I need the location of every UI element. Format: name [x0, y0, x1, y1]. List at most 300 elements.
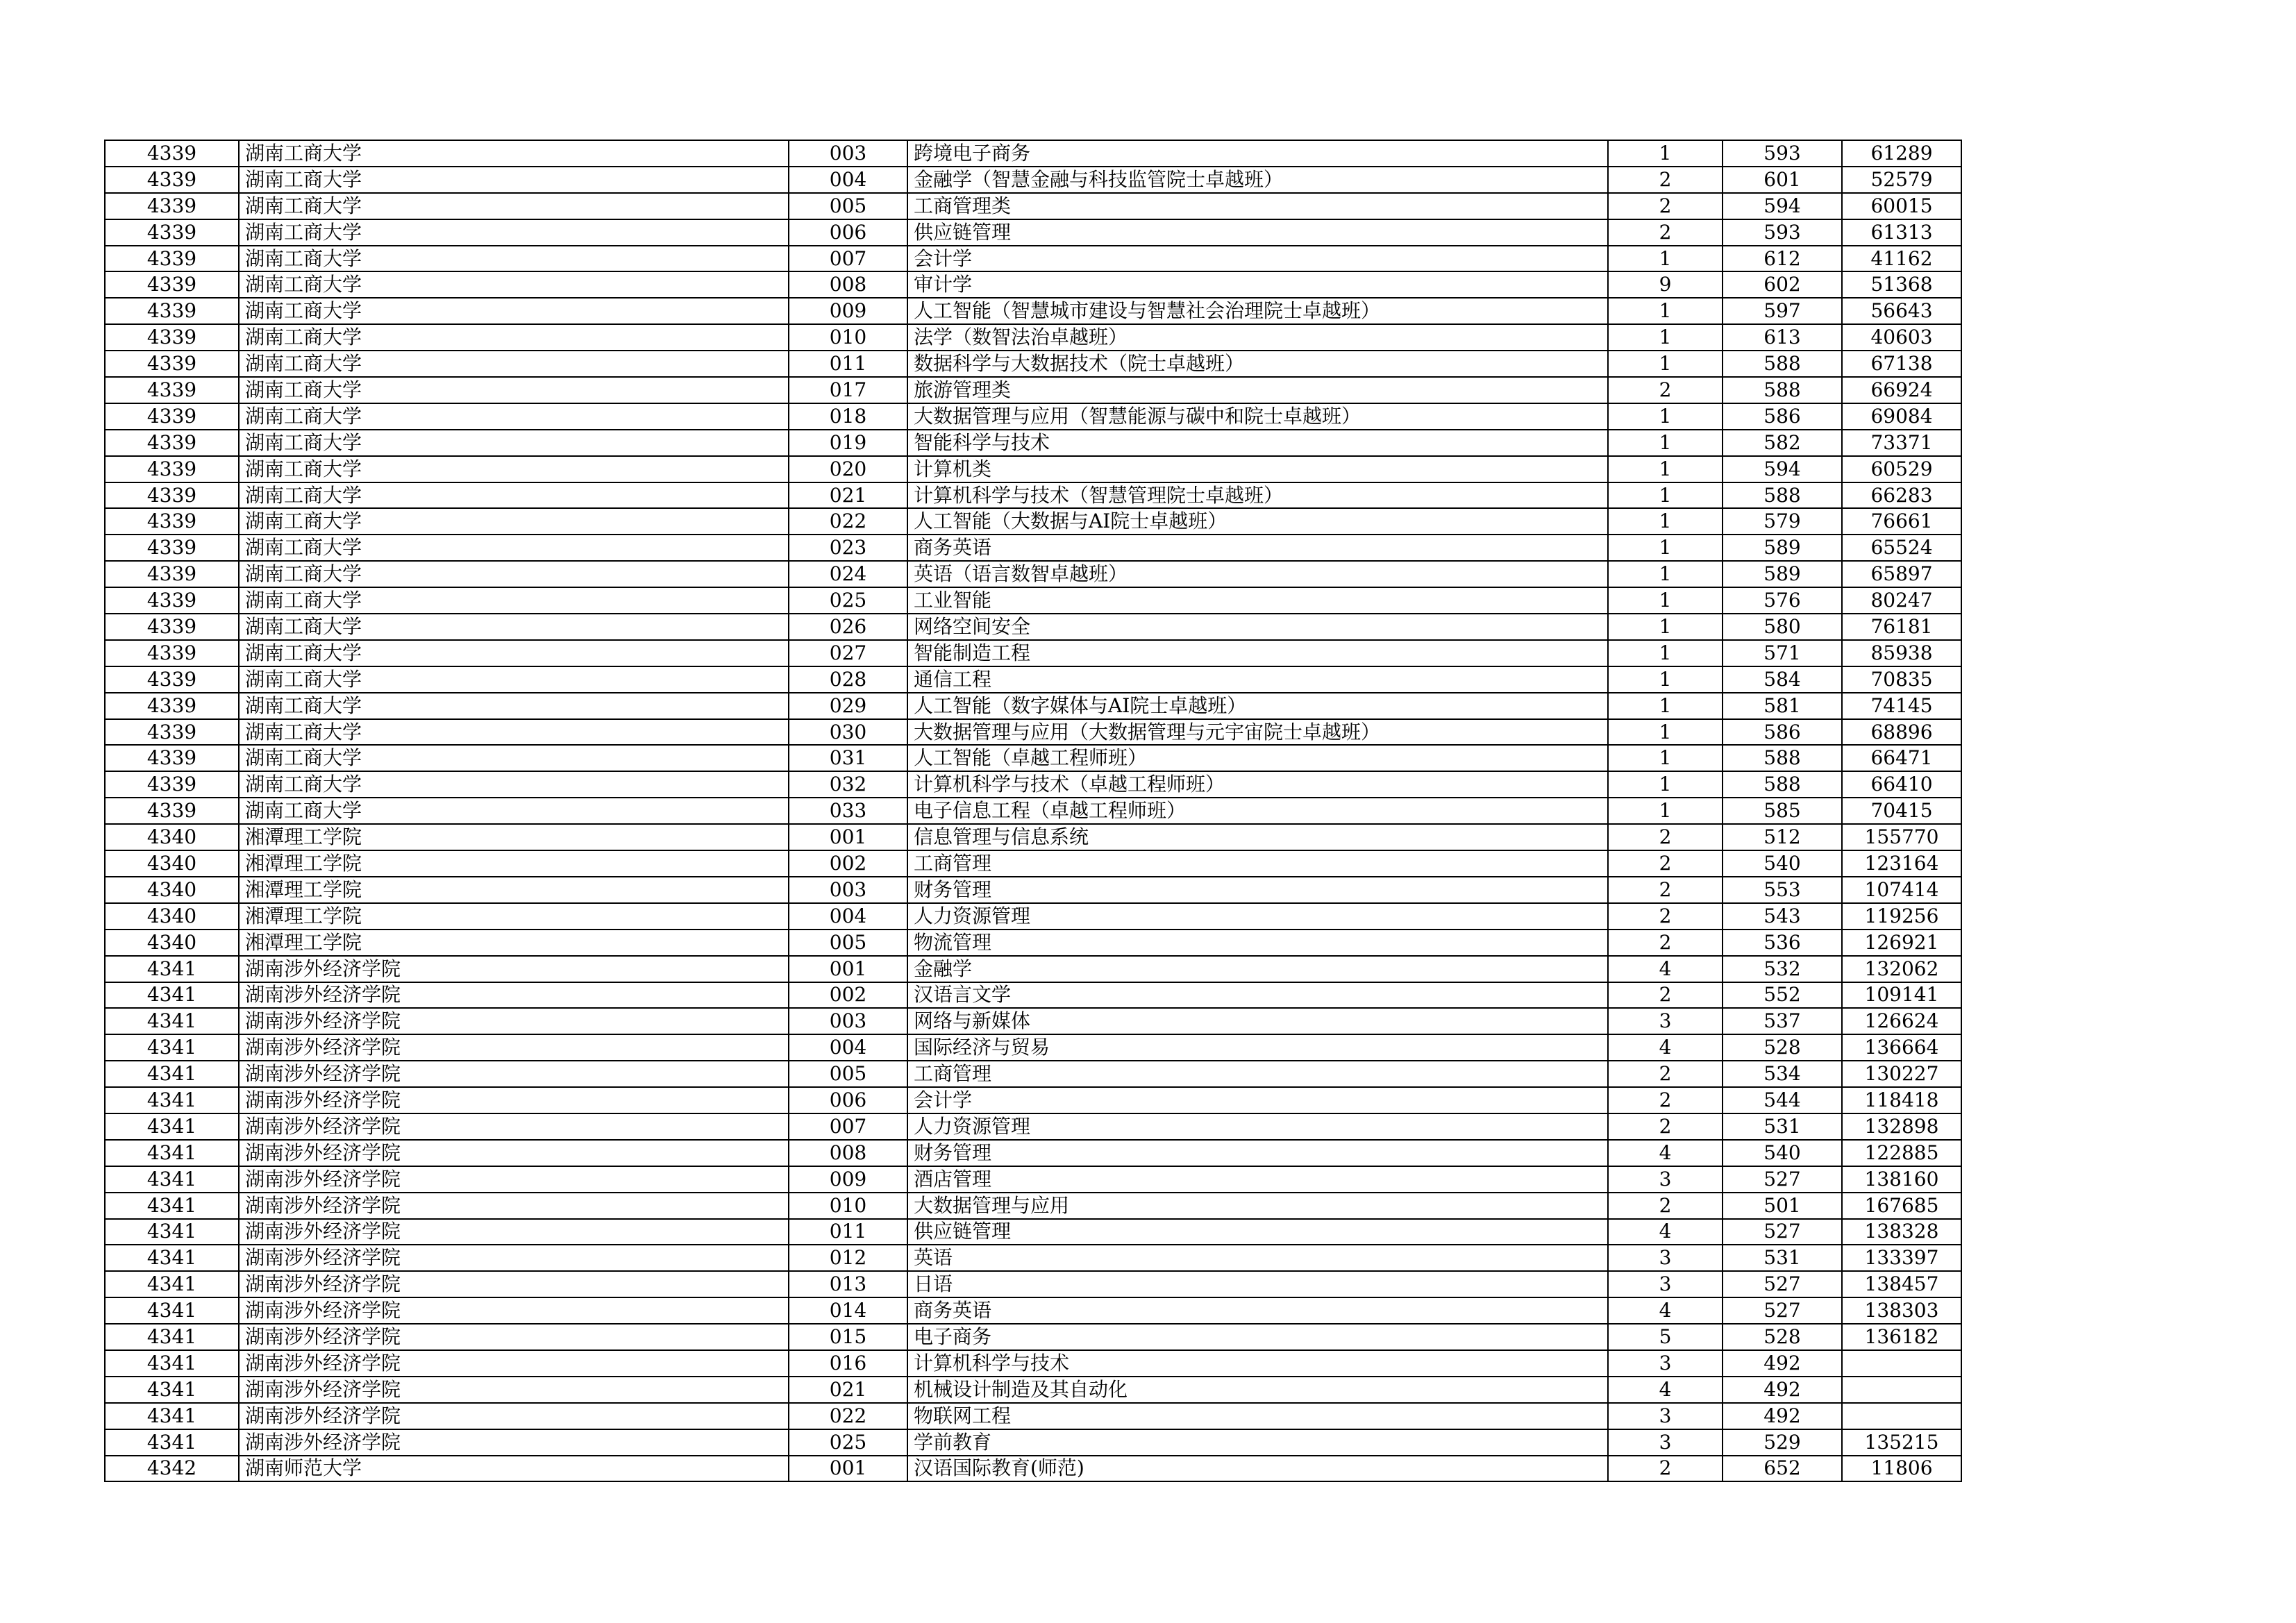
major-name-cell: 网络与新媒体: [907, 1008, 1608, 1034]
school-name-cell: 湖南工商大学: [239, 246, 789, 272]
min-rank-cell: 138303: [1842, 1297, 1961, 1324]
min-score-cell: 537: [1723, 1008, 1842, 1034]
table-row: [105, 246, 1961, 272]
table-row: [105, 903, 1961, 930]
school-name-cell: 湖南工商大学: [239, 587, 789, 614]
table-row: [105, 745, 1961, 771]
major-code-cell: 022: [789, 1403, 907, 1429]
min-rank-cell: 107414: [1842, 877, 1961, 903]
major-name-cell: 英语: [907, 1245, 1608, 1271]
plan-count-cell: 2: [1608, 1087, 1723, 1113]
school-code-cell: 4341: [105, 956, 239, 982]
table-row: [105, 1350, 1961, 1377]
school-code-cell: 4339: [105, 193, 239, 219]
school-name-cell: 湖南工商大学: [239, 140, 789, 167]
plan-count-cell: 1: [1608, 771, 1723, 798]
min-score-cell: 534: [1723, 1061, 1842, 1087]
school-name-cell: 湖南涉外经济学院: [239, 1008, 789, 1034]
major-name-cell: 计算机类: [907, 456, 1608, 482]
min-score-cell: 652: [1723, 1456, 1842, 1482]
major-code-cell: 019: [789, 430, 907, 456]
school-code-cell: 4340: [105, 903, 239, 930]
min-score-cell: 597: [1723, 298, 1842, 324]
school-name-cell: 湖南工商大学: [239, 640, 789, 666]
table-row: [105, 271, 1961, 298]
school-code-cell: 4340: [105, 877, 239, 903]
plan-count-cell: 1: [1608, 246, 1723, 272]
table-row: [105, 1245, 1961, 1271]
school-name-cell: 湖南涉外经济学院: [239, 1113, 789, 1140]
min-rank-cell: 65897: [1842, 561, 1961, 587]
table-row: [105, 508, 1961, 535]
min-score-cell: 586: [1723, 719, 1842, 746]
major-name-cell: 法学（数智法治卓越班）: [907, 324, 1608, 351]
school-code-cell: 4340: [105, 824, 239, 850]
min-rank-cell: 80247: [1842, 587, 1961, 614]
school-code-cell: 4339: [105, 640, 239, 666]
school-code-cell: 4339: [105, 324, 239, 351]
table-row: [105, 982, 1961, 1009]
major-name-cell: 汉语言文学: [907, 982, 1608, 1009]
plan-count-cell: 5: [1608, 1324, 1723, 1350]
min-score-cell: 492: [1723, 1403, 1842, 1429]
min-score-cell: 581: [1723, 693, 1842, 719]
plan-count-cell: 1: [1608, 298, 1723, 324]
min-rank-cell: 69084: [1842, 403, 1961, 430]
major-code-cell: 011: [789, 351, 907, 377]
school-code-cell: 4341: [105, 1140, 239, 1166]
min-score-cell: 588: [1723, 745, 1842, 771]
plan-count-cell: 1: [1608, 482, 1723, 509]
school-name-cell: 湖南涉外经济学院: [239, 1061, 789, 1087]
major-name-cell: 财务管理: [907, 877, 1608, 903]
major-name-cell: 大数据管理与应用（大数据管理与元宇宙院士卓越班）: [907, 719, 1608, 746]
plan-count-cell: 1: [1608, 587, 1723, 614]
plan-count-cell: 2: [1608, 377, 1723, 403]
plan-count-cell: 4: [1608, 1297, 1723, 1324]
school-name-cell: 湖南工商大学: [239, 271, 789, 298]
major-code-cell: 005: [789, 930, 907, 956]
table-row: [105, 771, 1961, 798]
plan-count-cell: 2: [1608, 824, 1723, 850]
table-row: [105, 877, 1961, 903]
major-name-cell: 供应链管理: [907, 219, 1608, 246]
major-name-cell: 人工智能（智慧城市建设与智慧社会治理院士卓越班）: [907, 298, 1608, 324]
table-row: [105, 1377, 1961, 1403]
major-code-cell: 015: [789, 1324, 907, 1350]
school-name-cell: 湖南涉外经济学院: [239, 1324, 789, 1350]
table-row: [105, 167, 1961, 193]
table-row: [105, 561, 1961, 587]
plan-count-cell: 2: [1608, 982, 1723, 1009]
school-code-cell: 4339: [105, 719, 239, 746]
school-name-cell: 湖南工商大学: [239, 430, 789, 456]
major-code-cell: 001: [789, 956, 907, 982]
min-rank-cell: 85938: [1842, 640, 1961, 666]
major-code-cell: 017: [789, 377, 907, 403]
school-name-cell: 湖南工商大学: [239, 456, 789, 482]
min-rank-cell: 60015: [1842, 193, 1961, 219]
school-code-cell: 4341: [105, 1034, 239, 1061]
min-rank-cell: 56643: [1842, 298, 1961, 324]
table-row: [105, 693, 1961, 719]
min-rank-cell: 66924: [1842, 377, 1961, 403]
table-row: [105, 140, 1961, 167]
min-rank-cell: 167685: [1842, 1193, 1961, 1219]
school-code-cell: 4341: [105, 1245, 239, 1271]
table-row: [105, 956, 1961, 982]
min-rank-cell: [1842, 1403, 1961, 1429]
table-row: [105, 456, 1961, 482]
table-row: [105, 1193, 1961, 1219]
major-code-cell: 030: [789, 719, 907, 746]
min-rank-cell: 138457: [1842, 1271, 1961, 1297]
major-name-cell: 金融学（智慧金融与科技监管院士卓越班）: [907, 167, 1608, 193]
table-row: [105, 377, 1961, 403]
min-score-cell: 552: [1723, 982, 1842, 1009]
min-rank-cell: 136664: [1842, 1034, 1961, 1061]
plan-count-cell: 1: [1608, 456, 1723, 482]
min-rank-cell: 132062: [1842, 956, 1961, 982]
major-name-cell: 供应链管理: [907, 1219, 1608, 1245]
school-code-cell: 4341: [105, 982, 239, 1009]
table-row: [105, 1324, 1961, 1350]
major-code-cell: 022: [789, 508, 907, 535]
major-code-cell: 004: [789, 167, 907, 193]
school-name-cell: 湖南涉外经济学院: [239, 1377, 789, 1403]
min-score-cell: 571: [1723, 640, 1842, 666]
min-rank-cell: 61313: [1842, 219, 1961, 246]
min-score-cell: 589: [1723, 561, 1842, 587]
min-rank-cell: 68896: [1842, 719, 1961, 746]
min-score-cell: 584: [1723, 666, 1842, 693]
school-code-cell: 4339: [105, 561, 239, 587]
table-row: [105, 1034, 1961, 1061]
school-code-cell: 4339: [105, 666, 239, 693]
school-name-cell: 湖南工商大学: [239, 219, 789, 246]
school-name-cell: 湖南工商大学: [239, 298, 789, 324]
major-name-cell: 会计学: [907, 246, 1608, 272]
plan-count-cell: 3: [1608, 1429, 1723, 1456]
major-code-cell: 003: [789, 1008, 907, 1034]
major-code-cell: 004: [789, 903, 907, 930]
school-code-cell: 4339: [105, 771, 239, 798]
major-code-cell: 004: [789, 1034, 907, 1061]
plan-count-cell: 1: [1608, 403, 1723, 430]
plan-count-cell: 1: [1608, 430, 1723, 456]
min-rank-cell: 66410: [1842, 771, 1961, 798]
major-code-cell: 003: [789, 140, 907, 167]
min-rank-cell: 67138: [1842, 351, 1961, 377]
table-row: [105, 351, 1961, 377]
min-score-cell: 582: [1723, 430, 1842, 456]
major-code-cell: 006: [789, 219, 907, 246]
min-score-cell: 576: [1723, 587, 1842, 614]
min-score-cell: 602: [1723, 271, 1842, 298]
plan-count-cell: 3: [1608, 1008, 1723, 1034]
plan-count-cell: 1: [1608, 693, 1723, 719]
plan-count-cell: 4: [1608, 1034, 1723, 1061]
min-score-cell: 553: [1723, 877, 1842, 903]
major-code-cell: 025: [789, 1429, 907, 1456]
school-name-cell: 湖南工商大学: [239, 482, 789, 509]
min-score-cell: 585: [1723, 798, 1842, 824]
major-name-cell: 商务英语: [907, 535, 1608, 561]
school-name-cell: 湖南涉外经济学院: [239, 1245, 789, 1271]
major-name-cell: 智能科学与技术: [907, 430, 1608, 456]
school-name-cell: 湖南工商大学: [239, 324, 789, 351]
table-row: [105, 1061, 1961, 1087]
plan-count-cell: 1: [1608, 666, 1723, 693]
min-rank-cell: [1842, 1377, 1961, 1403]
table-row: [105, 614, 1961, 640]
major-name-cell: 金融学: [907, 956, 1608, 982]
table-row: [105, 298, 1961, 324]
major-code-cell: 018: [789, 403, 907, 430]
school-name-cell: 湖南涉外经济学院: [239, 956, 789, 982]
min-score-cell: 540: [1723, 850, 1842, 877]
min-rank-cell: 118418: [1842, 1087, 1961, 1113]
min-rank-cell: 73371: [1842, 430, 1961, 456]
major-name-cell: 商务英语: [907, 1297, 1608, 1324]
min-rank-cell: 70835: [1842, 666, 1961, 693]
major-code-cell: 001: [789, 1456, 907, 1482]
major-name-cell: 英语（语言数智卓越班）: [907, 561, 1608, 587]
min-score-cell: 536: [1723, 930, 1842, 956]
table-row: [105, 1403, 1961, 1429]
school-name-cell: 湖南工商大学: [239, 666, 789, 693]
min-score-cell: 531: [1723, 1245, 1842, 1271]
school-name-cell: 湖南涉外经济学院: [239, 1350, 789, 1377]
school-code-cell: 4341: [105, 1219, 239, 1245]
school-code-cell: 4340: [105, 850, 239, 877]
school-code-cell: 4342: [105, 1456, 239, 1482]
major-name-cell: 日语: [907, 1271, 1608, 1297]
school-code-cell: 4339: [105, 298, 239, 324]
major-code-cell: 031: [789, 745, 907, 771]
table-row: [105, 666, 1961, 693]
school-code-cell: 4341: [105, 1350, 239, 1377]
min-score-cell: 593: [1723, 140, 1842, 167]
major-code-cell: 013: [789, 1271, 907, 1297]
min-rank-cell: 66471: [1842, 745, 1961, 771]
school-name-cell: 湖南涉外经济学院: [239, 1034, 789, 1061]
school-name-cell: 湖南涉外经济学院: [239, 1166, 789, 1193]
school-code-cell: 4339: [105, 456, 239, 482]
min-score-cell: 588: [1723, 377, 1842, 403]
major-code-cell: 021: [789, 1377, 907, 1403]
school-name-cell: 湖南涉外经济学院: [239, 1297, 789, 1324]
min-score-cell: 527: [1723, 1219, 1842, 1245]
major-code-cell: 009: [789, 1166, 907, 1193]
school-name-cell: 湖南工商大学: [239, 561, 789, 587]
major-name-cell: 电子商务: [907, 1324, 1608, 1350]
admission-table: [104, 140, 1962, 1482]
min-rank-cell: 11806: [1842, 1456, 1961, 1482]
table-row: [105, 1271, 1961, 1297]
school-name-cell: 湖南工商大学: [239, 745, 789, 771]
plan-count-cell: 4: [1608, 1140, 1723, 1166]
major-name-cell: 工商管理类: [907, 193, 1608, 219]
table-row: [105, 430, 1961, 456]
min-rank-cell: 126624: [1842, 1008, 1961, 1034]
school-name-cell: 湘潭理工学院: [239, 877, 789, 903]
min-score-cell: 588: [1723, 771, 1842, 798]
table-row: [105, 930, 1961, 956]
min-rank-cell: 126921: [1842, 930, 1961, 956]
plan-count-cell: 1: [1608, 324, 1723, 351]
school-code-cell: 4339: [105, 351, 239, 377]
table-row: [105, 1297, 1961, 1324]
min-rank-cell: 52579: [1842, 167, 1961, 193]
table-row: [105, 1008, 1961, 1034]
major-name-cell: 人力资源管理: [907, 903, 1608, 930]
min-rank-cell: 136182: [1842, 1324, 1961, 1350]
major-code-cell: 010: [789, 324, 907, 351]
major-name-cell: 跨境电子商务: [907, 140, 1608, 167]
min-rank-cell: 109141: [1842, 982, 1961, 1009]
school-name-cell: 湖南涉外经济学院: [239, 1140, 789, 1166]
school-code-cell: 4341: [105, 1429, 239, 1456]
plan-count-cell: 1: [1608, 745, 1723, 771]
table-row: [105, 403, 1961, 430]
major-name-cell: 大数据管理与应用（智慧能源与碳中和院士卓越班）: [907, 403, 1608, 430]
min-score-cell: 588: [1723, 482, 1842, 509]
major-name-cell: 计算机科学与技术（卓越工程师班）: [907, 771, 1608, 798]
major-name-cell: 人工智能（大数据与AI院士卓越班）: [907, 508, 1608, 535]
plan-count-cell: 4: [1608, 1219, 1723, 1245]
min-rank-cell: 51368: [1842, 271, 1961, 298]
school-name-cell: 湖南工商大学: [239, 351, 789, 377]
major-code-cell: 001: [789, 824, 907, 850]
major-code-cell: 016: [789, 1350, 907, 1377]
min-score-cell: 588: [1723, 351, 1842, 377]
major-code-cell: 002: [789, 982, 907, 1009]
min-rank-cell: 119256: [1842, 903, 1961, 930]
major-name-cell: 财务管理: [907, 1140, 1608, 1166]
min-rank-cell: 74145: [1842, 693, 1961, 719]
school-code-cell: 4341: [105, 1271, 239, 1297]
table-row: [105, 1166, 1961, 1193]
min-rank-cell: 40603: [1842, 324, 1961, 351]
school-name-cell: 湖南工商大学: [239, 719, 789, 746]
major-name-cell: 物联网工程: [907, 1403, 1608, 1429]
plan-count-cell: 3: [1608, 1403, 1723, 1429]
major-code-cell: 033: [789, 798, 907, 824]
table-row: [105, 1113, 1961, 1140]
school-code-cell: 4339: [105, 246, 239, 272]
table-row: [105, 482, 1961, 509]
school-name-cell: 湖南涉外经济学院: [239, 1403, 789, 1429]
min-score-cell: 613: [1723, 324, 1842, 351]
major-code-cell: 027: [789, 640, 907, 666]
school-name-cell: 湖南涉外经济学院: [239, 982, 789, 1009]
major-name-cell: 通信工程: [907, 666, 1608, 693]
major-code-cell: 010: [789, 1193, 907, 1219]
school-name-cell: 湖南工商大学: [239, 798, 789, 824]
plan-count-cell: 3: [1608, 1245, 1723, 1271]
major-name-cell: 人工智能（数字媒体与AI院士卓越班）: [907, 693, 1608, 719]
major-code-cell: 014: [789, 1297, 907, 1324]
table-row: [105, 1429, 1961, 1456]
table-body: [105, 140, 1961, 1481]
major-code-cell: 007: [789, 1113, 907, 1140]
school-name-cell: 湘潭理工学院: [239, 824, 789, 850]
major-name-cell: 酒店管理: [907, 1166, 1608, 1193]
min-rank-cell: 122885: [1842, 1140, 1961, 1166]
school-name-cell: 湖南工商大学: [239, 403, 789, 430]
plan-count-cell: 2: [1608, 1193, 1723, 1219]
major-name-cell: 人工智能（卓越工程师班）: [907, 745, 1608, 771]
plan-count-cell: 2: [1608, 903, 1723, 930]
school-code-cell: 4341: [105, 1061, 239, 1087]
school-code-cell: 4339: [105, 482, 239, 509]
major-code-cell: 032: [789, 771, 907, 798]
min-rank-cell: 41162: [1842, 246, 1961, 272]
min-score-cell: 512: [1723, 824, 1842, 850]
school-code-cell: 4339: [105, 140, 239, 167]
min-rank-cell: 155770: [1842, 824, 1961, 850]
plan-count-cell: 1: [1608, 535, 1723, 561]
plan-count-cell: 1: [1608, 798, 1723, 824]
table-row: [105, 1219, 1961, 1245]
min-score-cell: 593: [1723, 219, 1842, 246]
min-rank-cell: 138160: [1842, 1166, 1961, 1193]
school-name-cell: 湖南工商大学: [239, 193, 789, 219]
school-code-cell: 4340: [105, 930, 239, 956]
school-code-cell: 4341: [105, 1166, 239, 1193]
major-name-cell: 国际经济与贸易: [907, 1034, 1608, 1061]
min-rank-cell: 138328: [1842, 1219, 1961, 1245]
min-score-cell: 540: [1723, 1140, 1842, 1166]
school-code-cell: 4339: [105, 693, 239, 719]
major-code-cell: 020: [789, 456, 907, 482]
min-score-cell: 531: [1723, 1113, 1842, 1140]
school-code-cell: 4339: [105, 430, 239, 456]
min-score-cell: 528: [1723, 1034, 1842, 1061]
major-code-cell: 008: [789, 1140, 907, 1166]
major-code-cell: 003: [789, 877, 907, 903]
plan-count-cell: 2: [1608, 1061, 1723, 1087]
school-name-cell: 湖南工商大学: [239, 508, 789, 535]
school-code-cell: 4339: [105, 377, 239, 403]
major-code-cell: 023: [789, 535, 907, 561]
table-row: [105, 535, 1961, 561]
major-name-cell: 智能制造工程: [907, 640, 1608, 666]
major-name-cell: 物流管理: [907, 930, 1608, 956]
major-code-cell: 005: [789, 1061, 907, 1087]
plan-count-cell: 1: [1608, 614, 1723, 640]
school-code-cell: 4341: [105, 1193, 239, 1219]
plan-count-cell: 4: [1608, 1377, 1723, 1403]
major-name-cell: 工商管理: [907, 1061, 1608, 1087]
plan-count-cell: 4: [1608, 956, 1723, 982]
min-rank-cell: 65524: [1842, 535, 1961, 561]
school-code-cell: 4339: [105, 614, 239, 640]
major-code-cell: 024: [789, 561, 907, 587]
plan-count-cell: 2: [1608, 1113, 1723, 1140]
min-score-cell: 532: [1723, 956, 1842, 982]
major-name-cell: 信息管理与信息系统: [907, 824, 1608, 850]
major-name-cell: 汉语国际教育(师范): [907, 1456, 1608, 1482]
plan-count-cell: 2: [1608, 1456, 1723, 1482]
plan-count-cell: 2: [1608, 219, 1723, 246]
table-row: [105, 219, 1961, 246]
major-name-cell: 网络空间安全: [907, 614, 1608, 640]
plan-count-cell: 2: [1608, 850, 1723, 877]
min-score-cell: 527: [1723, 1271, 1842, 1297]
min-rank-cell: 132898: [1842, 1113, 1961, 1140]
